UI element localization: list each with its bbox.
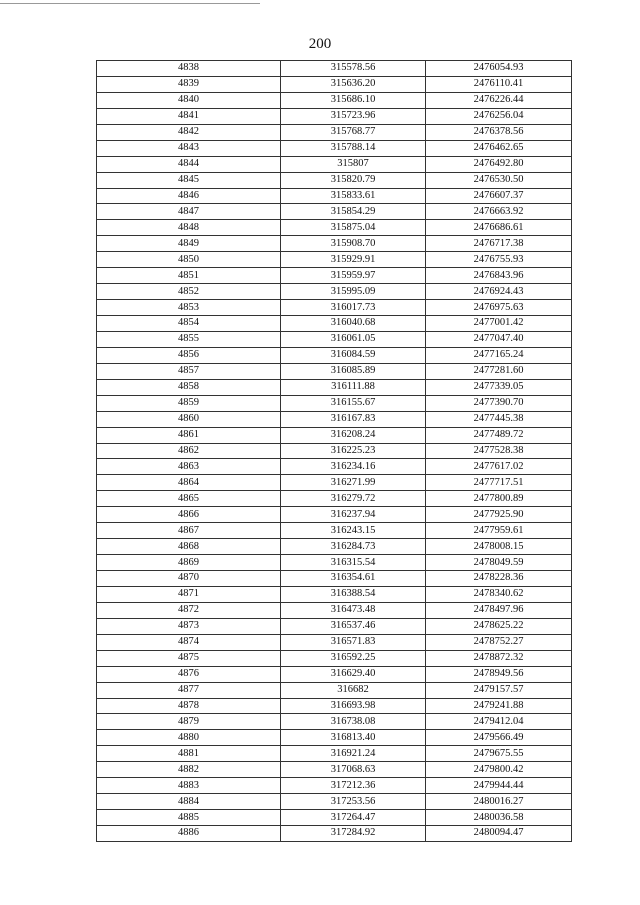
y-coordinate-cell: 2479241.88	[426, 698, 572, 714]
x-coordinate-cell: 316155.67	[281, 395, 426, 411]
page-number: 200	[308, 36, 332, 52]
table-row	[97, 188, 572, 204]
point-id-cell: 4872	[97, 602, 281, 618]
y-coordinate-cell: 2480016.27	[426, 794, 572, 810]
y-coordinate-cell: 2477617.02	[426, 459, 572, 475]
table-row	[97, 363, 572, 379]
table-row	[97, 395, 572, 411]
table-row	[97, 347, 572, 363]
table-row	[97, 714, 572, 730]
y-coordinate-cell: 2476256.04	[426, 108, 572, 124]
x-coordinate-cell: 317284.92	[281, 826, 426, 842]
table-row	[97, 300, 572, 316]
table-row	[97, 459, 572, 475]
point-id-cell: 4853	[97, 300, 281, 316]
point-id-cell: 4848	[97, 220, 281, 236]
x-coordinate-cell: 316693.98	[281, 698, 426, 714]
x-coordinate-cell: 315788.14	[281, 140, 426, 156]
point-id-cell: 4849	[97, 236, 281, 252]
table-row	[97, 746, 572, 762]
x-coordinate-cell: 315723.96	[281, 108, 426, 124]
x-coordinate-cell: 316921.24	[281, 746, 426, 762]
x-coordinate-cell: 316571.83	[281, 634, 426, 650]
y-coordinate-cell: 2476717.38	[426, 236, 572, 252]
y-coordinate-cell: 2476226.44	[426, 92, 572, 108]
x-coordinate-cell: 316271.99	[281, 475, 426, 491]
point-id-cell: 4865	[97, 491, 281, 507]
point-id-cell: 4847	[97, 204, 281, 220]
point-id-cell: 4867	[97, 523, 281, 539]
table-row	[97, 794, 572, 810]
x-coordinate-cell: 316592.25	[281, 650, 426, 666]
point-id-cell: 4843	[97, 140, 281, 156]
x-coordinate-cell: 316208.24	[281, 427, 426, 443]
y-coordinate-cell: 2477925.90	[426, 507, 572, 523]
point-id-cell: 4880	[97, 730, 281, 746]
y-coordinate-cell: 2476462.65	[426, 140, 572, 156]
x-coordinate-cell: 317068.63	[281, 762, 426, 778]
y-coordinate-cell: 2477445.38	[426, 411, 572, 427]
point-id-cell: 4882	[97, 762, 281, 778]
table-row	[97, 826, 572, 842]
point-id-cell: 4841	[97, 108, 281, 124]
table-row	[97, 730, 572, 746]
y-coordinate-cell: 2477800.89	[426, 491, 572, 507]
point-id-cell: 4838	[97, 61, 281, 77]
x-coordinate-cell: 316061.05	[281, 331, 426, 347]
x-coordinate-cell: 316537.46	[281, 618, 426, 634]
x-coordinate-cell: 316284.73	[281, 539, 426, 555]
point-id-cell: 4842	[97, 124, 281, 140]
y-coordinate-cell: 2478228.36	[426, 571, 572, 587]
table-row	[97, 76, 572, 92]
table-row	[97, 507, 572, 523]
x-coordinate-cell: 316738.08	[281, 714, 426, 730]
x-coordinate-cell: 316085.89	[281, 363, 426, 379]
table-row	[97, 140, 572, 156]
y-coordinate-cell: 2480094.47	[426, 826, 572, 842]
coordinate-table-body	[97, 61, 572, 842]
x-coordinate-cell: 315768.77	[281, 124, 426, 140]
point-id-cell: 4863	[97, 459, 281, 475]
point-id-cell: 4852	[97, 284, 281, 300]
y-coordinate-cell: 2479157.57	[426, 682, 572, 698]
x-coordinate-cell: 316473.48	[281, 602, 426, 618]
y-coordinate-cell: 2477281.60	[426, 363, 572, 379]
y-coordinate-cell: 2476663.92	[426, 204, 572, 220]
y-coordinate-cell: 2476975.63	[426, 300, 572, 316]
point-id-cell: 4878	[97, 698, 281, 714]
y-coordinate-cell: 2476607.37	[426, 188, 572, 204]
y-coordinate-cell: 2477339.05	[426, 379, 572, 395]
x-coordinate-cell: 315820.79	[281, 172, 426, 188]
point-id-cell: 4857	[97, 363, 281, 379]
table-row	[97, 172, 572, 188]
point-id-cell: 4855	[97, 331, 281, 347]
x-coordinate-cell: 316629.40	[281, 666, 426, 682]
x-coordinate-cell: 316388.54	[281, 586, 426, 602]
y-coordinate-cell: 2479944.44	[426, 778, 572, 794]
table-row	[97, 586, 572, 602]
point-id-cell: 4840	[97, 92, 281, 108]
x-coordinate-cell: 316167.83	[281, 411, 426, 427]
x-coordinate-cell: 316017.73	[281, 300, 426, 316]
y-coordinate-cell: 2476843.96	[426, 268, 572, 284]
point-id-cell: 4883	[97, 778, 281, 794]
table-row	[97, 61, 572, 77]
y-coordinate-cell: 2476755.93	[426, 252, 572, 268]
y-coordinate-cell: 2477489.72	[426, 427, 572, 443]
table-row	[97, 634, 572, 650]
x-coordinate-cell: 315854.29	[281, 204, 426, 220]
point-id-cell: 4874	[97, 634, 281, 650]
table-row	[97, 698, 572, 714]
table-row	[97, 268, 572, 284]
point-id-cell: 4860	[97, 411, 281, 427]
x-coordinate-cell: 315959.97	[281, 268, 426, 284]
table-row	[97, 475, 572, 491]
point-id-cell: 4851	[97, 268, 281, 284]
y-coordinate-cell: 2476492.80	[426, 156, 572, 172]
point-id-cell: 4873	[97, 618, 281, 634]
y-coordinate-cell: 2478049.59	[426, 555, 572, 571]
table-row	[97, 204, 572, 220]
y-coordinate-cell: 2480036.58	[426, 810, 572, 826]
point-id-cell: 4862	[97, 443, 281, 459]
point-id-cell: 4861	[97, 427, 281, 443]
point-id-cell: 4866	[97, 507, 281, 523]
x-coordinate-cell: 316225.23	[281, 443, 426, 459]
coordinate-table	[96, 60, 572, 842]
table-row	[97, 379, 572, 395]
y-coordinate-cell: 2476686.61	[426, 220, 572, 236]
x-coordinate-cell: 317212.36	[281, 778, 426, 794]
point-id-cell: 4884	[97, 794, 281, 810]
x-coordinate-cell: 315578.56	[281, 61, 426, 77]
y-coordinate-cell: 2479675.55	[426, 746, 572, 762]
y-coordinate-cell: 2477001.42	[426, 316, 572, 332]
x-coordinate-cell: 317264.47	[281, 810, 426, 826]
point-id-cell: 4858	[97, 379, 281, 395]
table-row	[97, 316, 572, 332]
x-coordinate-cell: 316243.15	[281, 523, 426, 539]
point-id-cell: 4886	[97, 826, 281, 842]
point-id-cell: 4859	[97, 395, 281, 411]
x-coordinate-cell: 316279.72	[281, 491, 426, 507]
y-coordinate-cell: 2479566.49	[426, 730, 572, 746]
x-coordinate-cell: 316682	[281, 682, 426, 698]
point-id-cell: 4877	[97, 682, 281, 698]
x-coordinate-cell: 316813.40	[281, 730, 426, 746]
x-coordinate-cell: 315875.04	[281, 220, 426, 236]
y-coordinate-cell: 2476530.50	[426, 172, 572, 188]
y-coordinate-cell: 2477528.38	[426, 443, 572, 459]
table-row	[97, 539, 572, 555]
y-coordinate-cell: 2477047.40	[426, 331, 572, 347]
y-coordinate-cell: 2479412.04	[426, 714, 572, 730]
y-coordinate-cell: 2476378.56	[426, 124, 572, 140]
top-rule	[0, 3, 260, 4]
x-coordinate-cell: 316234.16	[281, 459, 426, 475]
point-id-cell: 4879	[97, 714, 281, 730]
table-row	[97, 284, 572, 300]
table-row	[97, 523, 572, 539]
x-coordinate-cell: 315807	[281, 156, 426, 172]
table-row	[97, 236, 572, 252]
table-row	[97, 252, 572, 268]
table-row	[97, 156, 572, 172]
point-id-cell: 4846	[97, 188, 281, 204]
table-row	[97, 682, 572, 698]
table-row	[97, 778, 572, 794]
point-id-cell: 4850	[97, 252, 281, 268]
x-coordinate-cell: 315908.70	[281, 236, 426, 252]
y-coordinate-cell: 2477165.24	[426, 347, 572, 363]
y-coordinate-cell: 2478340.62	[426, 586, 572, 602]
table-row	[97, 555, 572, 571]
point-id-cell: 4864	[97, 475, 281, 491]
x-coordinate-cell: 315686.10	[281, 92, 426, 108]
table-row	[97, 331, 572, 347]
y-coordinate-cell: 2478625.22	[426, 618, 572, 634]
table-row	[97, 618, 572, 634]
table-row	[97, 220, 572, 236]
table-row	[97, 810, 572, 826]
table-row	[97, 427, 572, 443]
point-id-cell: 4885	[97, 810, 281, 826]
table-row	[97, 491, 572, 507]
point-id-cell: 4881	[97, 746, 281, 762]
x-coordinate-cell: 316315.54	[281, 555, 426, 571]
y-coordinate-cell: 2479800.42	[426, 762, 572, 778]
y-coordinate-cell: 2477717.51	[426, 475, 572, 491]
table-row	[97, 411, 572, 427]
x-coordinate-cell: 317253.56	[281, 794, 426, 810]
point-id-cell: 4856	[97, 347, 281, 363]
point-id-cell: 4868	[97, 539, 281, 555]
y-coordinate-cell: 2476054.93	[426, 61, 572, 77]
point-id-cell: 4845	[97, 172, 281, 188]
x-coordinate-cell: 315636.20	[281, 76, 426, 92]
x-coordinate-cell: 316111.88	[281, 379, 426, 395]
y-coordinate-cell: 2478497.96	[426, 602, 572, 618]
y-coordinate-cell: 2476924.43	[426, 284, 572, 300]
x-coordinate-cell: 315833.61	[281, 188, 426, 204]
y-coordinate-cell: 2478949.56	[426, 666, 572, 682]
table-row	[97, 124, 572, 140]
x-coordinate-cell: 316354.61	[281, 571, 426, 587]
table-row	[97, 602, 572, 618]
y-coordinate-cell: 2478008.15	[426, 539, 572, 555]
x-coordinate-cell: 316040.68	[281, 316, 426, 332]
point-id-cell: 4854	[97, 316, 281, 332]
x-coordinate-cell: 316084.59	[281, 347, 426, 363]
table-row	[97, 650, 572, 666]
y-coordinate-cell: 2476110.41	[426, 76, 572, 92]
point-id-cell: 4844	[97, 156, 281, 172]
point-id-cell: 4839	[97, 76, 281, 92]
table-row	[97, 443, 572, 459]
x-coordinate-cell: 316237.94	[281, 507, 426, 523]
point-id-cell: 4875	[97, 650, 281, 666]
point-id-cell: 4870	[97, 571, 281, 587]
point-id-cell: 4876	[97, 666, 281, 682]
point-id-cell: 4871	[97, 586, 281, 602]
table-row	[97, 108, 572, 124]
x-coordinate-cell: 315929.91	[281, 252, 426, 268]
table-row	[97, 571, 572, 587]
table-row	[97, 762, 572, 778]
point-id-cell: 4869	[97, 555, 281, 571]
y-coordinate-cell: 2477959.61	[426, 523, 572, 539]
y-coordinate-cell: 2478752.27	[426, 634, 572, 650]
table-row	[97, 92, 572, 108]
x-coordinate-cell: 315995.09	[281, 284, 426, 300]
y-coordinate-cell: 2477390.70	[426, 395, 572, 411]
y-coordinate-cell: 2478872.32	[426, 650, 572, 666]
table-row	[97, 666, 572, 682]
